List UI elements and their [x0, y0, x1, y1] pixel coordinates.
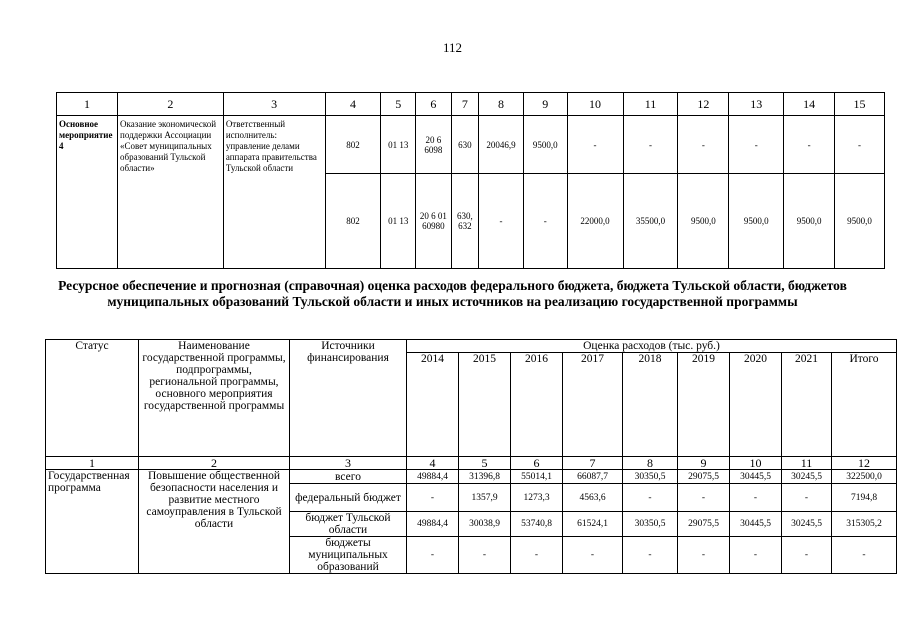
column-number-cell: 9 [678, 457, 730, 470]
table-cell: - [623, 484, 678, 512]
column-number-cell: 7 [563, 457, 623, 470]
table-cell: - [729, 116, 784, 174]
table-cell: 30350,5 [623, 512, 678, 537]
table-cell: 322500,0 [832, 470, 897, 484]
table-cell: - [678, 116, 729, 174]
table-cell: 31396,8 [459, 470, 511, 484]
table-cell: 7194,8 [832, 484, 897, 512]
column-number-cell: 3 [223, 93, 325, 116]
program-status: Государственная программа [46, 470, 139, 574]
program-name: Повышение общественной безопасности населения и развитие местного самоуправления в Тульской области [139, 470, 290, 574]
year-header: 2016 [511, 353, 563, 457]
table-cell: 30245,5 [782, 470, 832, 484]
table-row [57, 116, 885, 174]
table-cell: 20 6 01 60980 [416, 174, 452, 269]
table-cell: - [784, 116, 835, 174]
expenditure-details-table [56, 92, 885, 269]
table-cell: 9500,0 [729, 174, 784, 269]
column-number-cell: 15 [835, 93, 885, 116]
year-header: 2014 [407, 353, 459, 457]
table-cell: - [407, 537, 459, 574]
column-number-cell: 14 [784, 93, 835, 116]
table-cell: 01 13 [381, 174, 416, 269]
table-cell: 66087,7 [563, 470, 623, 484]
table-cell: 802 [325, 174, 381, 269]
column-number-cell: 1 [57, 93, 118, 116]
table-cell: - [782, 537, 832, 574]
table-cell: - [479, 174, 524, 269]
table-cell: 35500,0 [623, 174, 678, 269]
table-cell: 30350,5 [623, 470, 678, 484]
table-cell: - [407, 484, 459, 512]
column-number-cell: 1 [46, 457, 139, 470]
year-header: 2017 [563, 353, 623, 457]
column-number-cell: 12 [678, 93, 729, 116]
table-cell: - [832, 537, 897, 574]
column-number-cell: 4 [325, 93, 381, 116]
column-number-cell: 10 [730, 457, 782, 470]
year-header: 2020 [730, 353, 782, 457]
table-cell: - [523, 174, 567, 269]
column-number-cell: 5 [459, 457, 511, 470]
table-cell: - [678, 484, 730, 512]
table-cell: 01 13 [381, 116, 416, 174]
column-number-cell: 10 [567, 93, 623, 116]
table-cell: 9500,0 [835, 174, 885, 269]
year-header: 2015 [459, 353, 511, 457]
table-cell: - [623, 116, 678, 174]
column-number-cell: 5 [381, 93, 416, 116]
table-cell: 4563,6 [563, 484, 623, 512]
column-number-cell: 11 [782, 457, 832, 470]
table-cell: 53740,8 [511, 512, 563, 537]
table-cell: - [459, 537, 511, 574]
table-cell: 9500,0 [523, 116, 567, 174]
table-cell: 29075,5 [678, 512, 730, 537]
table-cell: - [835, 116, 885, 174]
funding-source: бюджеты муниципальных образований [290, 537, 407, 574]
table-row [46, 470, 897, 484]
table-cell: 22000,0 [567, 174, 623, 269]
section-title: Ресурсное обеспечение и прогнозная (справочная) оценка расходов федерального бюджета, бюджета Тульской области, бюджетов муниципальных образований Тульской области и иных источников на реализацию государственной программы [58, 278, 847, 309]
table-cell: - [730, 484, 782, 512]
table-header-row [57, 93, 885, 116]
table-cell: 9500,0 [678, 174, 729, 269]
table-cell: 1273,3 [511, 484, 563, 512]
header-estimate: Оценка расходов (тыс. руб.) [407, 340, 897, 353]
table-cell: 1357,9 [459, 484, 511, 512]
table-cell: 29075,5 [678, 470, 730, 484]
column-number-cell: 9 [523, 93, 567, 116]
table-cell: 630 [451, 116, 478, 174]
year-header: 2018 [623, 353, 678, 457]
column-number-cell: 6 [416, 93, 452, 116]
table-cell: - [511, 537, 563, 574]
funding-source: всего [290, 470, 407, 484]
funding-source: бюджет Тульской области [290, 512, 407, 537]
table-cell: 30038,9 [459, 512, 511, 537]
column-number-cell: 6 [511, 457, 563, 470]
year-header: 2019 [678, 353, 730, 457]
column-number-cell: 12 [832, 457, 897, 470]
column-number-cell: 7 [451, 93, 478, 116]
year-header: 2021 [782, 353, 832, 457]
table-cell: 20046,9 [479, 116, 524, 174]
year-header: Итого [832, 353, 897, 457]
table-cell: - [678, 537, 730, 574]
table-header-row [46, 340, 897, 353]
table-cell: 55014,1 [511, 470, 563, 484]
column-number-cell: 3 [290, 457, 407, 470]
activity-name: Оказание экономической поддержки Ассоциации «Совет муниципальных образований Тульской области» [118, 116, 224, 269]
column-number-cell: 2 [118, 93, 224, 116]
table-cell: 30445,5 [730, 512, 782, 537]
header-status: Статус [46, 340, 139, 457]
table-cell: 9500,0 [784, 174, 835, 269]
column-number-cell: 11 [623, 93, 678, 116]
table-cell: - [563, 537, 623, 574]
resource-provision-table [45, 339, 897, 574]
header-name: Наименование государственной программы, подпрограммы, региональной программы, основного мероприятия государственной программы [139, 340, 290, 457]
table-cell: - [623, 537, 678, 574]
activity-executor: Ответственный исполнитель: управление делами аппарата правительства Тульской области [223, 116, 325, 269]
table-cell: 30245,5 [782, 512, 832, 537]
funding-source: федеральный бюджет [290, 484, 407, 512]
table-cell: 30445,5 [730, 470, 782, 484]
column-number-cell: 8 [479, 93, 524, 116]
column-number-cell: 13 [729, 93, 784, 116]
table-cell: 802 [325, 116, 381, 174]
column-number-cell: 4 [407, 457, 459, 470]
table-cell: 49884,4 [407, 470, 459, 484]
table-cell: 49884,4 [407, 512, 459, 537]
column-number-cell: 8 [623, 457, 678, 470]
column-number-cell: 2 [139, 457, 290, 470]
table-cell: - [567, 116, 623, 174]
page-number: 112 [442, 40, 463, 55]
table-index-row [46, 457, 897, 470]
activity-status: Основное мероприятие 4 [57, 116, 118, 269]
table-cell: 315305,2 [832, 512, 897, 537]
table-cell: 630, 632 [451, 174, 478, 269]
table-cell: 61524,1 [563, 512, 623, 537]
table-cell: - [730, 537, 782, 574]
header-sources: Источники финансирования [290, 340, 407, 457]
table-cell: 20 6 6098 [416, 116, 452, 174]
table-cell: - [782, 484, 832, 512]
